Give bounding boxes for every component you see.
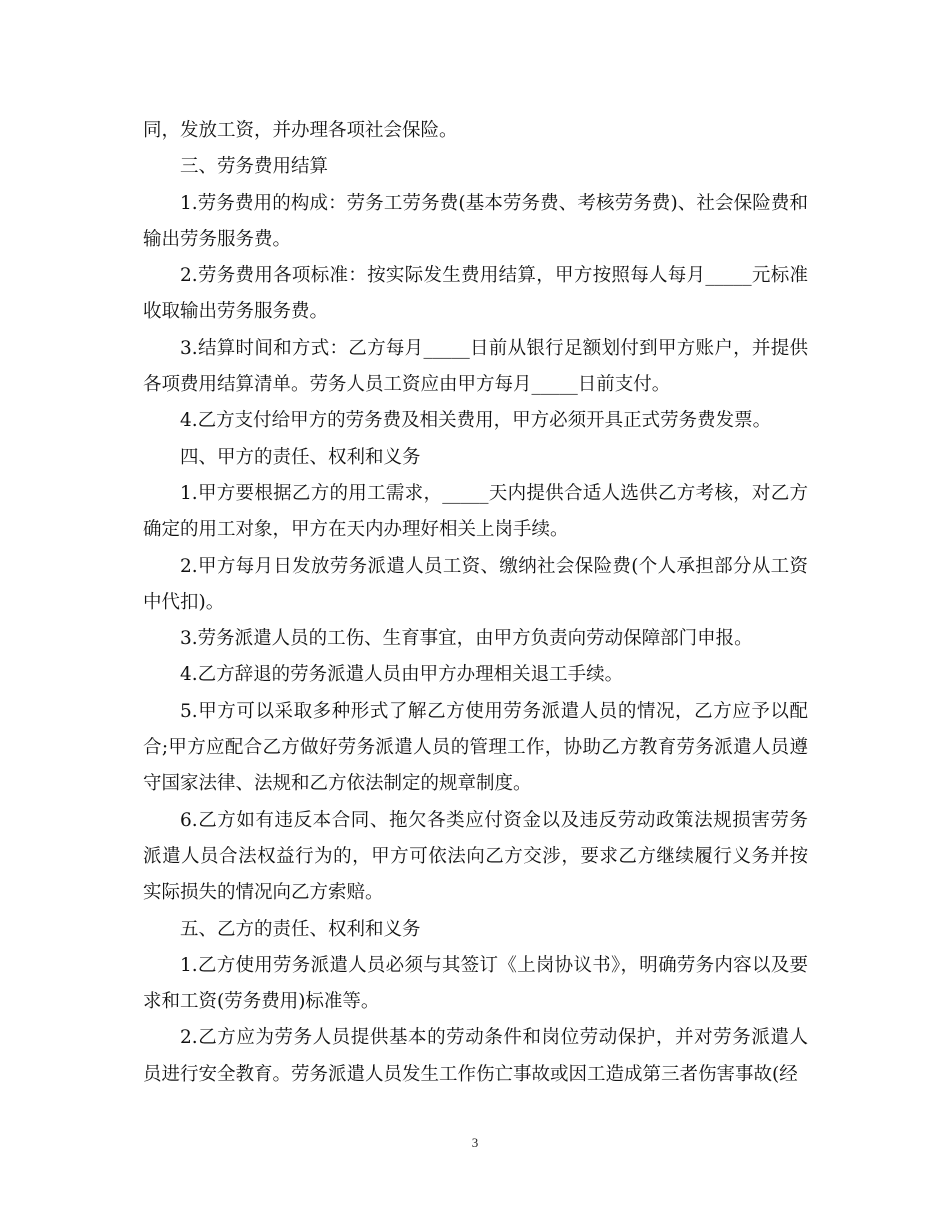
paragraph: 1.劳务费用的构成：劳务工劳务费(基本劳务费、考核劳务费)、社会保险费和输出劳务服务费。 bbox=[143, 192, 808, 250]
paragraph: 6.乙方如有违反本合同、拖欠各类应付资金以及违反劳动政策法规损害劳务派遣人员合法权益行为的，甲方可依法向乙方交涉，要求乙方继续履行义务并按实际损失的情况向乙方索赔。 bbox=[143, 809, 808, 904]
paragraph: 同，发放工资，并办理各项社会保险。 bbox=[143, 120, 458, 141]
paragraph: 4.乙方辞退的劳务派遣人员由甲方办理相关退工手续。 bbox=[180, 664, 624, 686]
paragraph: 4.乙方支付给甲方的劳务费及相关费用，甲方必须开具正式劳务费发票。 bbox=[180, 410, 772, 432]
paragraph: 5.甲方可以采取多种形式了解乙方使用劳务派遣人员的情况，乙方应予以配合;甲方应配合乙方做好劳务派遣人员的管理工作，协助乙方教育劳务派遣人员遵守国家法律、法规和乙方依法制定的规章制度。 bbox=[143, 700, 808, 795]
paragraph: 2.劳务费用各项标准：按实际发生费用结算，甲方按照每人每月_____元标准收取输出劳务服务费。 bbox=[143, 265, 808, 323]
page-number: 3 bbox=[471, 1135, 479, 1150]
body-text bbox=[143, 113, 808, 1093]
paragraph: 2.甲方每月日发放劳务派遣人员工资、缴纳社会保险费(个人承担部分从工资中代扣)。 bbox=[143, 555, 808, 613]
paragraph: 1.乙方使用劳务派遣人员必须与其签订《上岗协议书》，明确劳务内容以及要求和工资(劳务费用)标准等。 bbox=[143, 954, 808, 1013]
paragraph: 1.甲方要根据乙方的用工需求，_____天内提供合适人选供乙方考核，对乙方确定的用工对象，甲方在天内办理好相关上岗手续。 bbox=[143, 482, 808, 541]
section-heading: 五、乙方的责任、权利和义务 bbox=[180, 918, 421, 940]
section-heading: 三、劳务费用结算 bbox=[180, 156, 329, 178]
paragraph: 2.乙方应为劳务人员提供基本的劳动条件和岗位劳动保护，并对劳务派遣人员进行安全教育。劳务派遣人员发生工作伤亡事故或因工造成第三者伤害事故(经 bbox=[143, 1027, 808, 1085]
paragraph: 3.劳务派遣人员的工伤、生育事宜，由甲方负责向劳动保障部门申报。 bbox=[180, 628, 753, 650]
section-heading: 四、甲方的责任、权利和义务 bbox=[180, 446, 421, 468]
paragraph: 3.结算时间和方式：乙方每月_____日前从银行足额划付到甲方账户，并提供各项费用结算清单。劳务人员工资应由甲方每月_____日前支付。 bbox=[143, 337, 808, 396]
